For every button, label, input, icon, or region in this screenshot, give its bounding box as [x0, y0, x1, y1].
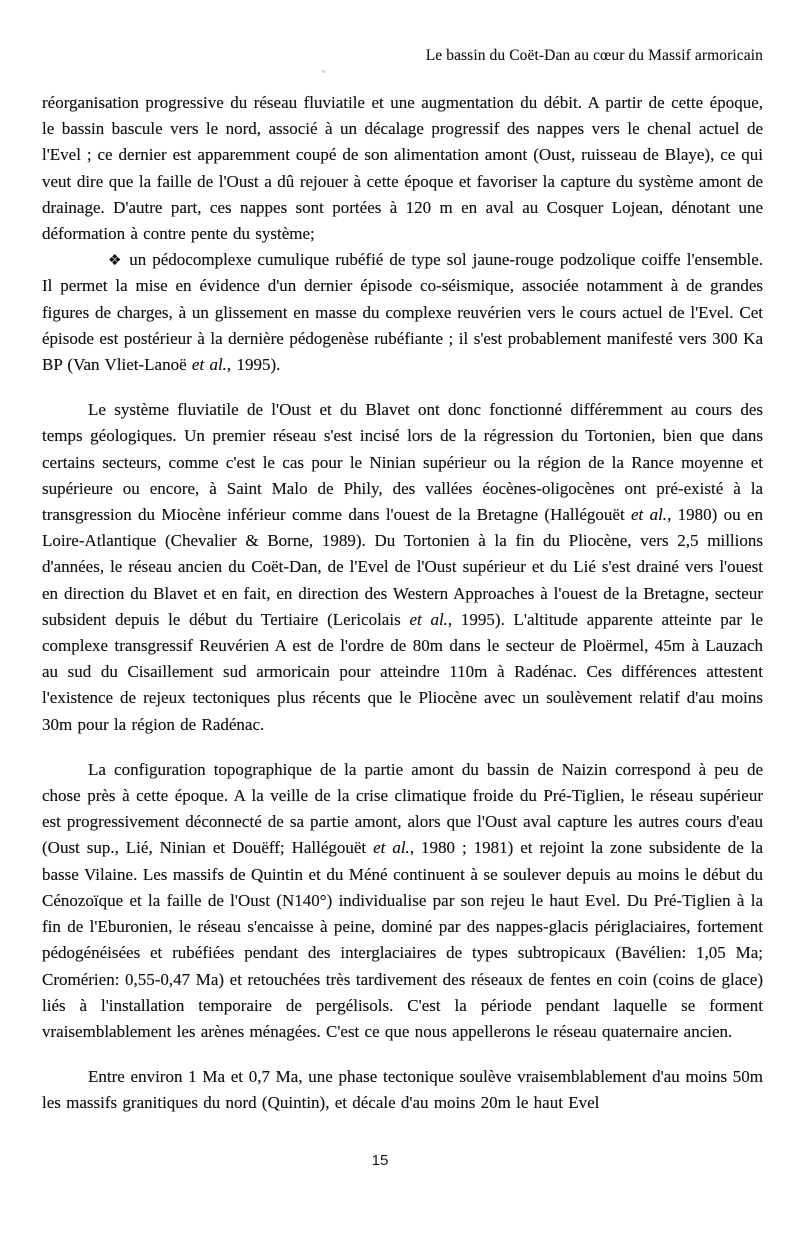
paragraph-continuation — [42, 90, 763, 247]
text-segment: , 1980) ou en Loire-Atlantique (Chevalier & Borne, 1989). Du Tortonien à la fin du Pliocène, vers 2,5 millions d'années, le réseau ancien du Coët-Dan, de l'Evel de l'Oust supérieur et du Lié s'est drainé vers l'ouest en direction du Blavet et en fait, en direction des Western Approaches à l'ouest de la Bretagne, secteur subsident depuis le début du Tertiaire (Lericolais — [42, 505, 763, 629]
page-number: 15 — [371, 1152, 389, 1169]
citation-et-al: et al. — [373, 838, 410, 858]
paragraph-bullet-pedocomplexe — [42, 247, 763, 378]
citation-et-al: et al. — [631, 505, 668, 525]
citation-et-al: et al. — [409, 609, 448, 629]
text-segment: La configuration topographique de la partie amont du bassin de Naizin correspond à peu de chose près à cette époque. A la veille de la crise climatique froide du Pré-Tiglien, le réseau supérieur est progressivement déconnecté de sa partie amont, alors que l'Oust aval capture les autres cours d'eau (Oust sup., Lié, Ninian et Douëff; Hallégouët — [42, 759, 763, 858]
bullet-diamond-icon: ❖ — [108, 251, 123, 270]
text-segment: un pédocomplexe cumulique rubéfié de type sol jaune-rouge podzolique coiffe l'ensemble. Il permet la mise en évidence d'un dernier épisode co-séismique, associée notamment à de grandes figures de charges, à un glissement en masse du complexe reuvérien vers le cours actuel de l'Evel. Cet épisode est postérieur à la dernière pédogenèse rubéfiante ; il s'est probablement manifesté vers 300 Ka BP (Van Vliet-Lanoë — [42, 250, 763, 375]
text-segment: , 1980 ; 1981) et rejoint la zone subsidente de la basse Vilaine. Les massifs de Quintin et du Méné continuent à se soulever depuis au moins le début du Cénozoïque et la faille de l'Oust (N140°) individualise par son rejeu le haut Evel. Du Pré-Tiglien à la fin de l'Eburonien, le réseau s'encaisse à peine, dominé par des nappes-glacis périglaciaires, fortement pédogénéisées et rubéfiées pendant des interglaciaires de types subtropicaux (Bavélien: 1,05 Ma; Cromérien: 0,55-0,47 Ma) et retouchées très tardivement des réseaux de fentes en coin (coins de glace) liés à l'installation temporaire de pergélisols. C'est la période pendant laquelle se forment vraisemblablement les arènes ménagées. C'est ce que nous appellerons le réseau quaternaire ancien. — [42, 838, 764, 1041]
paragraph-phase-tectonique — [42, 1064, 763, 1116]
text-segment: , 1995). — [226, 355, 281, 375]
paragraph-systeme-fluviatile — [42, 397, 763, 738]
citation-et-al: et al. — [191, 355, 227, 375]
text-segment: réorganisation progressive du réseau fluviatile et une augmentation du débit. A partir de cette époque, le bassin bascule vers le nord, associé à un décalage progressif des nappes vers le chenal actuel de l'Evel ; ce dernier est apparemment coupé de son alimentation amont (Oust, ruisseau de Blaye), ce qui veut dire que la faille de l'Oust a dû rejouer à cette époque et favoriser la capture du système amont de drainage. D'autre part, ces nappes sont portées à 120 m en aval au Cosquer Lojean, dénotant une déformation à contre pente du système; — [42, 93, 763, 244]
scan-artifact-dot — [322, 70, 325, 73]
text-segment: , 1995). L'altitude apparente atteinte par le complexe transgressif Reuvérien A est de l'ordre de 80m dans le secteur de Ploërmel, 45m à Lauzach au sud du Cisaillement sud armoricain pour atteindre 110m à Radénac. Ces différences attestent l'existence de rejeux tectoniques plus récents que le Pliocène avec un soulèvement relatif d'au moins 30m pour la région de Radénac. — [42, 609, 763, 734]
text-segment: Le système fluviatile de l'Oust et du Blavet ont donc fonctionné différemment au cours des temps géologiques. Un premier réseau s'est incisé lors de la régression du Tortonien, bien que dans certains secteurs, comme c'est le cas pour le Ninian supérieur ou la région de la Rance moyenne et supérieure ou encore, à Saint Malo de Phily, des vallées éocènes-oligocènes ont pré-existé à la transgression du Miocène inférieur comme dans l'ouest de la Bretagne (Hallégouët — [42, 400, 763, 525]
paragraph-configuration-topographique — [42, 757, 763, 1045]
text-segment: Entre environ 1 Ma et 0,7 Ma, une phase tectonique soulève vraisemblablement d'au moins 50m les massifs granitiques du nord (Quintin), et décale d'au moins 20m le haut Evel — [42, 1067, 763, 1113]
document-body — [42, 90, 763, 1117]
running-header: Le bassin du Coët-Dan au cœur du Massif armoricain — [425, 47, 763, 64]
